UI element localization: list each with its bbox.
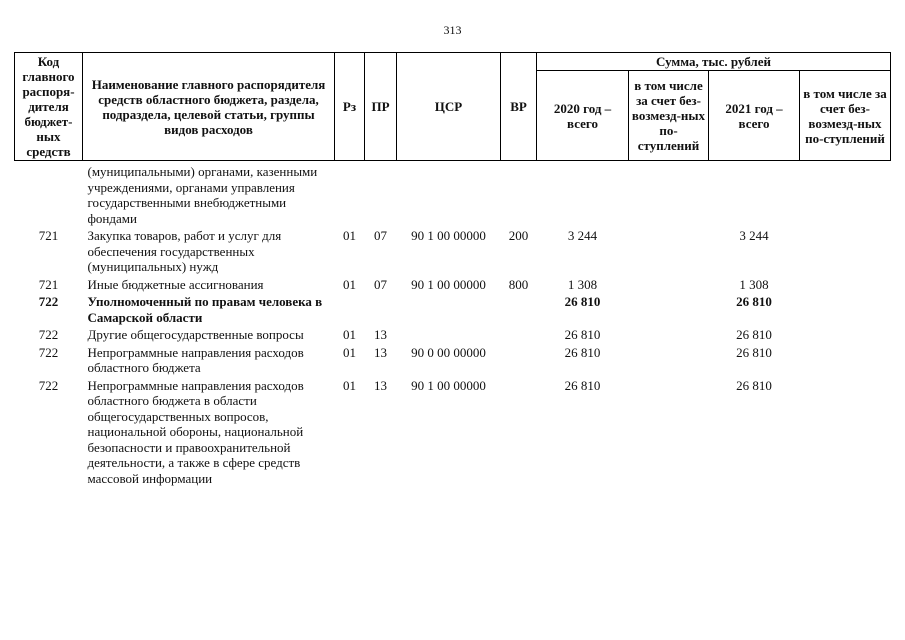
row-sum-2021: 26 810: [736, 377, 772, 393]
row-vr: [501, 293, 537, 326]
row-sum-2021: 26 810: [736, 294, 772, 309]
row-incl-2020: [629, 377, 709, 488]
row-vr: [501, 377, 537, 488]
row-code: 722: [38, 327, 59, 342]
row-rz: 01: [343, 276, 356, 292]
row-incl-2020: [629, 344, 709, 377]
row-sum-2020: 26 810: [564, 327, 601, 342]
row-code: 721: [38, 228, 59, 243]
row-rz: 01: [343, 344, 356, 360]
row-sum-2021: 26 810: [736, 344, 772, 360]
row-sum-2020: 3 244: [567, 228, 598, 243]
row-vr: 800: [508, 276, 529, 292]
table-row: [15, 344, 891, 377]
row-incl-2021: [800, 276, 891, 294]
row-name: Иные бюджетные ассигнования: [87, 276, 264, 292]
row-vr: [501, 161, 537, 228]
row-rz: 01: [343, 377, 356, 393]
row-pr: 13: [374, 327, 387, 342]
table-row: [15, 377, 891, 488]
row-csr: [397, 293, 501, 326]
row-incl-2021: [800, 326, 891, 344]
header-pr: ПР: [365, 53, 397, 161]
row-name: Уполномоченный по правам человека в Самарской области: [87, 294, 323, 325]
header-sum-group: Сумма, тыс. рублей: [537, 53, 891, 71]
row-sum-2020: 26 810: [564, 294, 601, 309]
row-incl-2021: [800, 344, 891, 377]
row-code: 722: [38, 294, 59, 309]
row-vr: 200: [508, 228, 529, 243]
table-row: [15, 293, 891, 326]
row-pr: 07: [374, 276, 387, 292]
table-header: [15, 53, 891, 161]
row-name: Непрограммные направления расходов областного бюджета: [87, 344, 304, 375]
budget-table: [14, 52, 891, 487]
table-row: [15, 227, 891, 276]
row-incl-2021: [800, 293, 891, 326]
row-sum-2021: 26 810: [736, 327, 772, 342]
page-number: 313: [443, 23, 462, 37]
header-vr: ВР: [501, 53, 537, 161]
row-sum-2020: 26 810: [564, 344, 601, 360]
row-pr: 13: [374, 377, 387, 393]
row-rz: [335, 293, 365, 326]
row-csr: 90 1 00 00000: [411, 377, 486, 393]
header-sum-2020: 2020 год – всего: [537, 71, 629, 161]
row-incl-2020: [629, 161, 709, 228]
row-rz: 01: [343, 327, 356, 342]
row-sum-2020: 26 810: [564, 377, 601, 393]
row-incl-2020: [629, 276, 709, 294]
row-incl-2020: [629, 293, 709, 326]
header-code: Код главного распоря-дителя бюджет-ных средств: [15, 53, 83, 161]
row-rz: [335, 161, 365, 228]
row-incl-2021: [800, 227, 891, 276]
header-incl-2020: в том числе за счет без-возмезд-ных по-ступлений: [629, 71, 709, 161]
table-row: [15, 161, 891, 228]
table-row: [15, 276, 891, 294]
row-pr: [365, 293, 397, 326]
header-csr: ЦСР: [397, 53, 501, 161]
header-incl-2021: в том числе за счет без-возмезд-ных по-ступлений: [800, 71, 891, 161]
row-pr: 13: [374, 344, 387, 360]
row-sum-2020: [537, 161, 629, 228]
row-pr: [365, 161, 397, 228]
row-code: 722: [38, 344, 59, 360]
row-sum-2021: 3 244: [739, 228, 769, 243]
row-rz: 01: [343, 228, 356, 243]
header-sum-2021: 2021 год – всего: [709, 71, 800, 161]
row-sum-2021: 1 308: [739, 276, 769, 292]
header-name: Наименование главного распорядителя средств областного бюджета, раздела, подраздела, целевой статьи, группы видов расходов: [83, 53, 335, 161]
row-csr: [397, 161, 501, 228]
row-sum-2021: [709, 161, 800, 228]
row-incl-2020: [629, 227, 709, 276]
table-row: [15, 326, 891, 344]
row-sum-2020: 1 308: [567, 276, 598, 292]
row-name: (муниципальными) органами, казенными учреждениями, органами управления государственными внебюджетными фондами: [87, 164, 318, 226]
row-code: 721: [38, 276, 59, 292]
row-csr: 90 0 00 00000: [411, 344, 486, 360]
row-name: Непрограммные направления расходов областного бюджета в области общегосударственных вопросов, национальной обороны, национальной безопасности и правоохранительной деятельности, а также в сфере средств массовой информации: [87, 377, 304, 486]
row-csr: [397, 326, 501, 344]
row-name: Другие общегосударственные вопросы: [87, 327, 304, 342]
row-csr: 90 1 00 00000: [411, 228, 486, 243]
row-vr: [501, 326, 537, 344]
row-incl-2021: [800, 161, 891, 228]
row-name: Закупка товаров, работ и услуг для обеспечения государственных (муниципальных) нужд: [87, 228, 282, 274]
row-code: [15, 161, 83, 228]
row-vr: [501, 344, 537, 377]
row-incl-2021: [800, 377, 891, 488]
table-body: [15, 161, 891, 488]
header-rz: Рз: [335, 53, 365, 161]
row-pr: 07: [374, 228, 387, 243]
row-csr: 90 1 00 00000: [411, 276, 486, 292]
row-incl-2020: [629, 326, 709, 344]
row-code: 722: [38, 377, 59, 393]
